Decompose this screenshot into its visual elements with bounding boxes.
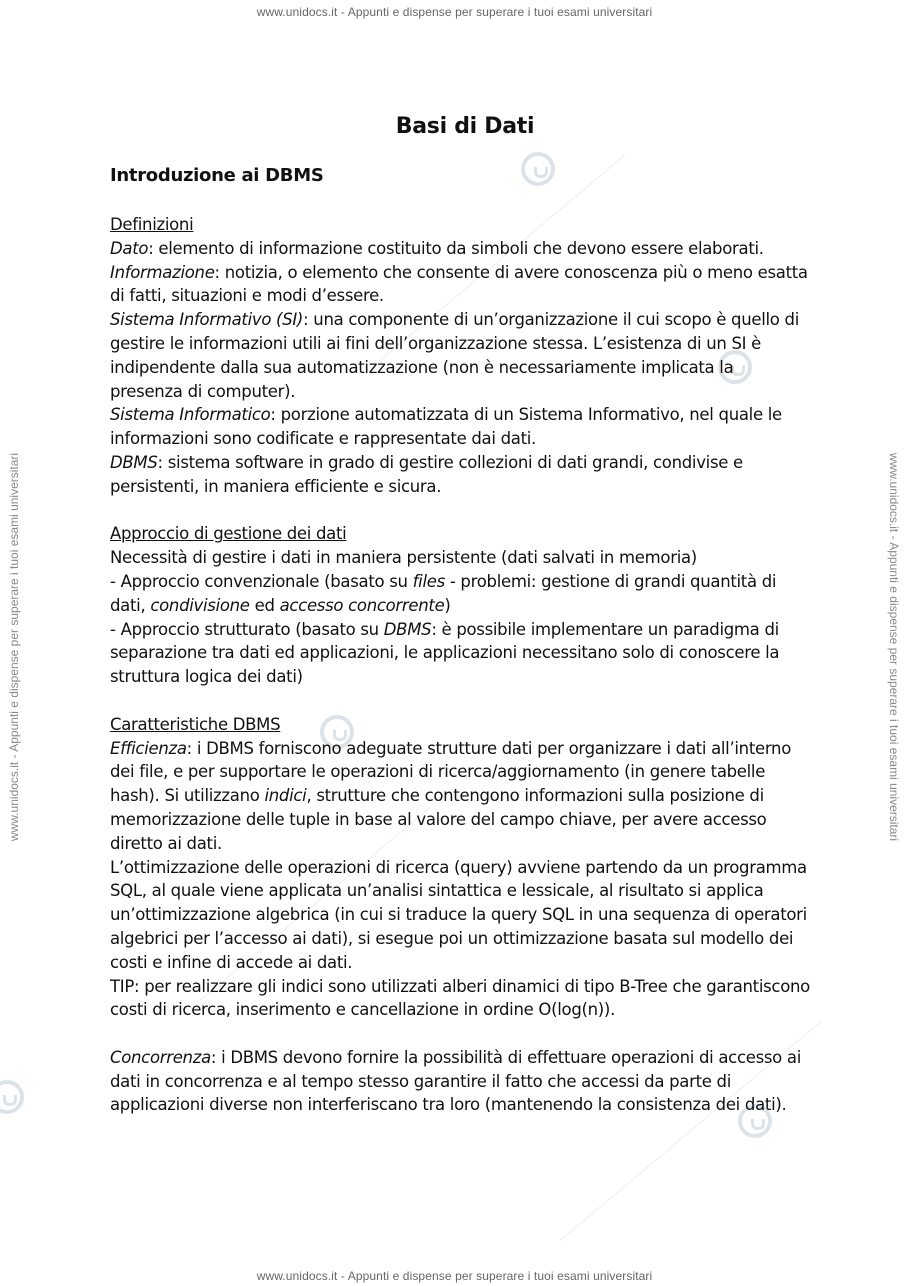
watermark-banner-bottom: www.unidocs.it - Appunti e dispense per superare i tuoi esami universitari [256,1269,653,1283]
page-title: Basi di Dati [395,114,535,139]
definition-dato: Dato: elemento di informazione costituito da simboli che devono essere elaborati. [110,238,764,258]
heading-definizioni: Definizioni [110,215,194,234]
paragraph-tip: TIP: per realizzare gli indici sono utilizzati alberi dinamici di tipo B-Tree che garantiscono costi di ricerca, inserimento e cancellazione in ordine O(log(n)). [110,976,810,1020]
paragraph-approccio-convenzionale: - Approccio convenzionale (basato su files - problemi: gestione di grandi quantità di dati, condivisione ed accesso concorrente) [110,571,777,615]
definition-sistema-informativo: Sistema Informativo (SI): una componente di un’organizzazione il cui scopo è quello di gestire le informazioni utili ai fini dell’organizzazione stessa. L’esistenza di un SI è indipendente dalla sua automatizzazione (non è necessariamente implicata la presenza di computer). [110,310,799,401]
heading-caratteristiche: Caratteristiche DBMS [110,714,281,734]
paragraph-concorrenza: Concorrenza: i DBMS devono fornire la possibilità di effettuare operazioni di accesso ai dati in concorrenza e al tempo stesso garantire il fatto che accessi da parte di applicazioni diverse non interferiscano tra loro (mantenendo la consistenza dei dati). [110,1047,802,1115]
paragraph-approccio-strutturato: - Approccio strutturato (basato su DBMS: è possibile implementare un paradigma di separazione tra dati ed applicazioni, le applicazioni necessitano solo di conoscere la struttura logica dei dati) [110,619,780,687]
watermark-side-left: www.unidocs.it - Appunti e dispense per superare i tuoi esami universitari [7,452,21,842]
paragraph-necessita: Necessità di gestire i dati in maniera persistente (dati salvati in memoria) [110,548,697,568]
paragraph-ottimizzazione: L’ottimizzazione delle operazioni di ricerca (query) avviene partendo da un programma SQL, al quale viene applicata un’analisi sintattica e lessicale, al risultato si applica un’ottimizzazione algebrica (in cui si traduce la query SQL in una sequenza di operatori algebrici per l’accesso ai dati), si esegue poi un ottimizzazione basata sul modello dei costi e infine di accede ai dati. [110,857,807,972]
definition-dbms: DBMS: sistema software in grado di gestire collezioni di dati grandi, condivise e persistenti, in maniera efficiente e sicura. [110,452,743,496]
section-title-intro: Introduzione ai DBMS [110,165,324,186]
definition-sistema-informatico: Sistema Informatico: porzione automatizzata di un Sistema Informativo, nel quale le informazioni sono codificate e rappresentate dai dati. [110,405,782,449]
heading-approccio: Approccio di gestione dei dati [110,524,347,544]
definition-informazione: Informazione: notizia, o elemento che consente di avere conoscenza più o meno esatta di fatti, situazioni e modi d’essere. [110,262,808,306]
unidocs-logo-icon [0,1080,24,1114]
document-body [110,112,810,1117]
paragraph-efficienza: Efficienza: i DBMS forniscono adeguate strutture dati per organizzare i dati all’interno dei file, e per supportare le operazioni di ricerca/aggiornamento (in genere tabelle hash). Si utilizzano indici, strutture che contengono informazioni sulla posizione di memorizzazione delle tuple in base al valore del campo chiave, per avere accesso diretto ai dati. [110,738,791,853]
watermark-banner-top: www.unidocs.it - Appunti e dispense per superare i tuoi esami universitari [256,5,653,19]
watermark-side-right: www.unidocs.it - Appunti e dispense per superare i tuoi esami universitari [887,452,901,842]
